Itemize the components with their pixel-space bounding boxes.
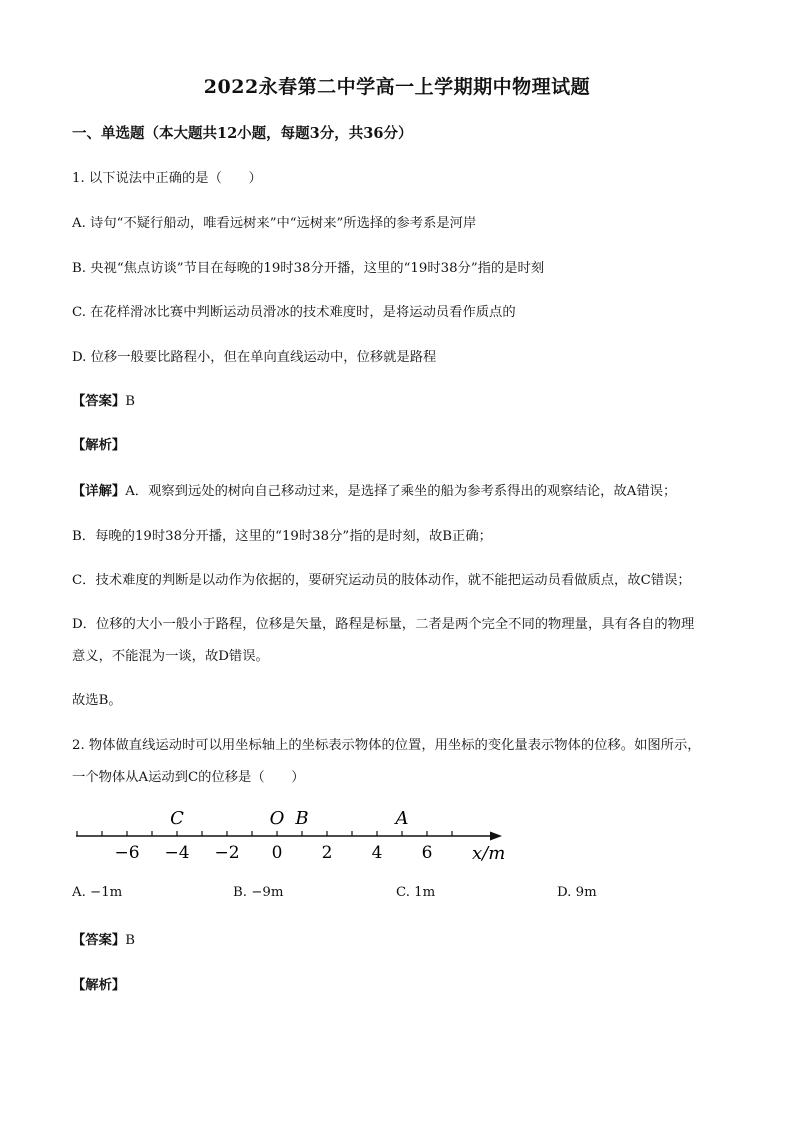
q1-option-b: B. 央视“焦点访谈”节目在每晚的19时38分开播，这里的“19时38分”指的是时刻 (72, 261, 545, 276)
q1-stem: 1. 以下说法中正确的是（ ） (72, 171, 262, 186)
number-line-tick-label: −2 (214, 843, 240, 863)
number-line-point-label: O (269, 808, 285, 829)
number-line-point-label: A (395, 808, 409, 829)
q1-detail-a (72, 480, 676, 499)
q2-option-b: B. −9m (233, 885, 284, 900)
number-line-tick-label: 6 (421, 843, 433, 863)
q1-detail-d-line2: 意义，不能混为一谈，故D错误。 (72, 649, 269, 664)
q1-detail-b: B．每晚的19时38分开播，这里的“19时38分”指的是时刻，故B正确； (72, 529, 492, 544)
q2-stem-line2: 一个物体从A运动到C的位移是（ ） (72, 770, 305, 785)
q1-conclusion: 故选B。 (72, 693, 122, 708)
q2-analysis-tag: 【解析】 (72, 978, 126, 993)
answer-tag: 【答案】 (72, 933, 126, 948)
q1-option-c: C. 在花样滑冰比赛中判断运动员滑冰的技术难度时，是将运动员看作质点的 (72, 305, 516, 320)
q2-option-c: C. 1m (396, 885, 436, 900)
number-line-tick-label: 0 (271, 843, 283, 863)
number-line-tick-label: 4 (371, 843, 383, 863)
number-line-figure (74, 800, 514, 870)
detail-tag: 【详解】 (72, 484, 126, 499)
detail-a-text: A．观察到远处的树向自己移动过来，是选择了乘坐的船为参考系得出的观察结论，故A错误； (125, 484, 677, 499)
number-line-point-label: B (295, 808, 309, 829)
answer-value: B (125, 933, 135, 948)
q2-option-d: D. 9m (557, 885, 597, 900)
number-line-axis-label: x/m (472, 843, 506, 864)
answer-value: B (125, 394, 135, 409)
q2-stem-line1: 2. 物体做直线运动时可以用坐标轴上的坐标表示物体的位置，用坐标的变化量表示物体的位移。如图所示， (72, 738, 701, 753)
number-line-svg (74, 800, 514, 870)
number-line-point-label: C (170, 808, 184, 829)
q1-analysis-tag: 【解析】 (72, 438, 126, 453)
number-line-tick-label: 2 (321, 843, 333, 863)
q2-answer (72, 929, 135, 948)
q1-answer (72, 390, 135, 409)
answer-tag: 【答案】 (72, 394, 126, 409)
number-line-arrow (490, 832, 502, 841)
q1-option-d: D. 位移一般要比路程小，但在单向直线运动中，位移就是路程 (72, 350, 437, 365)
q2-option-a: A. −1m (72, 885, 123, 900)
q1-option-a: A. 诗句“不疑行船动，唯看远树来”中“远树来”所选择的参考系是河岸 (72, 216, 477, 231)
section-heading: 一、单选题（本大题共12小题，每题3分，共36分） (72, 125, 413, 142)
page-title: 2022永春第二中学高一上学期期中物理试题 (203, 76, 591, 98)
number-line-tick-label: −6 (114, 843, 140, 863)
q1-detail-d-line1: D．位移的大小一般小于路程，位移是矢量，路程是标量，二者是两个完全不同的物理量，具有各自的物理 (72, 617, 695, 632)
number-line-tick-label: −4 (164, 843, 190, 863)
q1-detail-c: C．技术难度的判断是以动作为依据的，要研究运动员的肢体动作，就不能把运动员看做质点，故C错误； (72, 573, 691, 588)
